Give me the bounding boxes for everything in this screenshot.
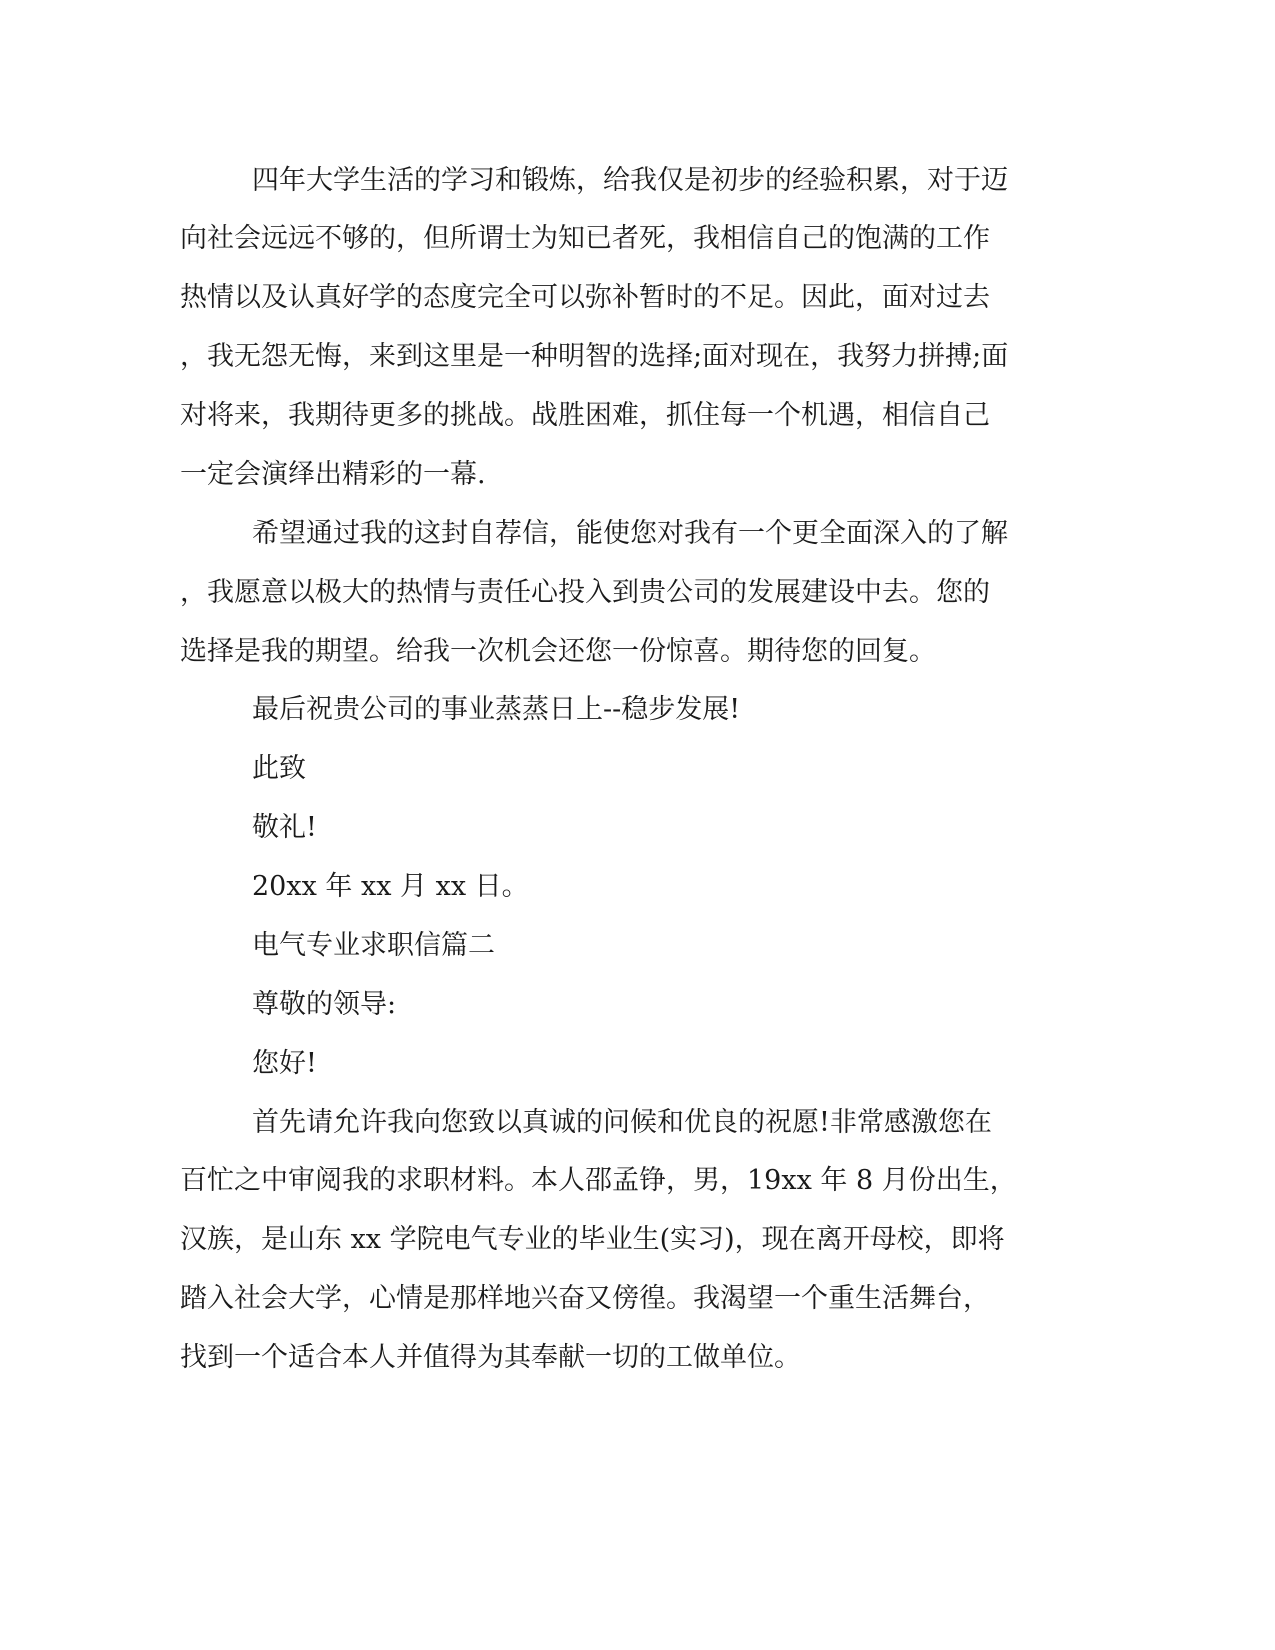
text-line-content: 最后祝贵公司的事业蒸蒸日上--稳步发展! xyxy=(252,694,741,725)
text-line-content: 汉族，是山东 xx 学院电气专业的毕业生(实习)，现在离开母校，即将 xyxy=(180,1224,1005,1255)
text-line xyxy=(0,690,1275,730)
text-line xyxy=(0,573,1275,613)
text-line xyxy=(0,161,1275,201)
text-line xyxy=(0,396,1275,436)
text-line-content: ，我愿意以极大的热情与责任心投入到贵公司的发展建设中去。您的 xyxy=(180,577,990,608)
text-line-content: 踏入社会大学，心情是那样地兴奋又傍徨。我渴望一个重生活舞台， xyxy=(180,1283,990,1314)
text-line xyxy=(0,1044,1275,1084)
text-line-content: 您好! xyxy=(252,1048,317,1079)
text-line xyxy=(0,632,1275,672)
text-line-content: 选择是我的期望。给我一次机会还您一份惊喜。期待您的回复。 xyxy=(180,636,936,667)
text-line xyxy=(0,219,1275,259)
text-line xyxy=(0,1338,1275,1378)
text-line xyxy=(0,1279,1275,1319)
text-line-content: 一定会演绎出精彩的一幕. xyxy=(180,459,486,490)
text-line-content: 希望通过我的这封自荐信，能使您对我有一个更全面深入的了解 xyxy=(252,518,1008,549)
text-line-content: 敬礼! xyxy=(252,812,317,843)
text-line xyxy=(0,1161,1275,1201)
text-line-content: 百忙之中审阅我的求职材料。本人邵孟铮，男，19xx 年 8 月份出生， xyxy=(180,1165,1017,1196)
text-line xyxy=(0,1220,1275,1260)
text-line xyxy=(0,1103,1275,1143)
text-line xyxy=(0,278,1275,318)
text-line xyxy=(0,808,1275,848)
text-line xyxy=(0,926,1275,966)
text-line-content: 四年大学生活的学习和锻炼，给我仅是初步的经验积累，对于迈 xyxy=(252,165,1008,196)
text-line xyxy=(0,867,1275,907)
text-line-content: 热情以及认真好学的态度完全可以弥补暂时的不足。因此，面对过去 xyxy=(180,282,990,313)
text-line xyxy=(0,455,1275,495)
text-line-content: ，我无怨无悔，来到这里是一种明智的选择;面对现在，我努力拼搏;面 xyxy=(180,341,1009,372)
text-line-content: 向社会远远不够的，但所谓士为知已者死，我相信自己的饱满的工作 xyxy=(180,223,990,254)
text-line-content: 电气专业求职信篇二 xyxy=(252,930,495,961)
text-line-content: 此致 xyxy=(252,753,306,784)
text-line xyxy=(0,985,1275,1025)
text-line-content: 首先请允许我向您致以真诚的问候和优良的祝愿!非常感激您在 xyxy=(252,1107,992,1138)
text-line-content: 对将来，我期待更多的挑战。战胜困难，抓住每一个机遇，相信自己 xyxy=(180,400,990,431)
text-line-content: 20xx 年 xx 月 xx 日。 xyxy=(252,871,529,902)
text-line-content: 尊敬的领导: xyxy=(252,989,397,1020)
text-line xyxy=(0,337,1275,377)
text-line xyxy=(0,749,1275,789)
text-line xyxy=(0,514,1275,554)
text-line-content: 找到一个适合本人并值得为其奉献一切的工做单位。 xyxy=(180,1342,801,1373)
